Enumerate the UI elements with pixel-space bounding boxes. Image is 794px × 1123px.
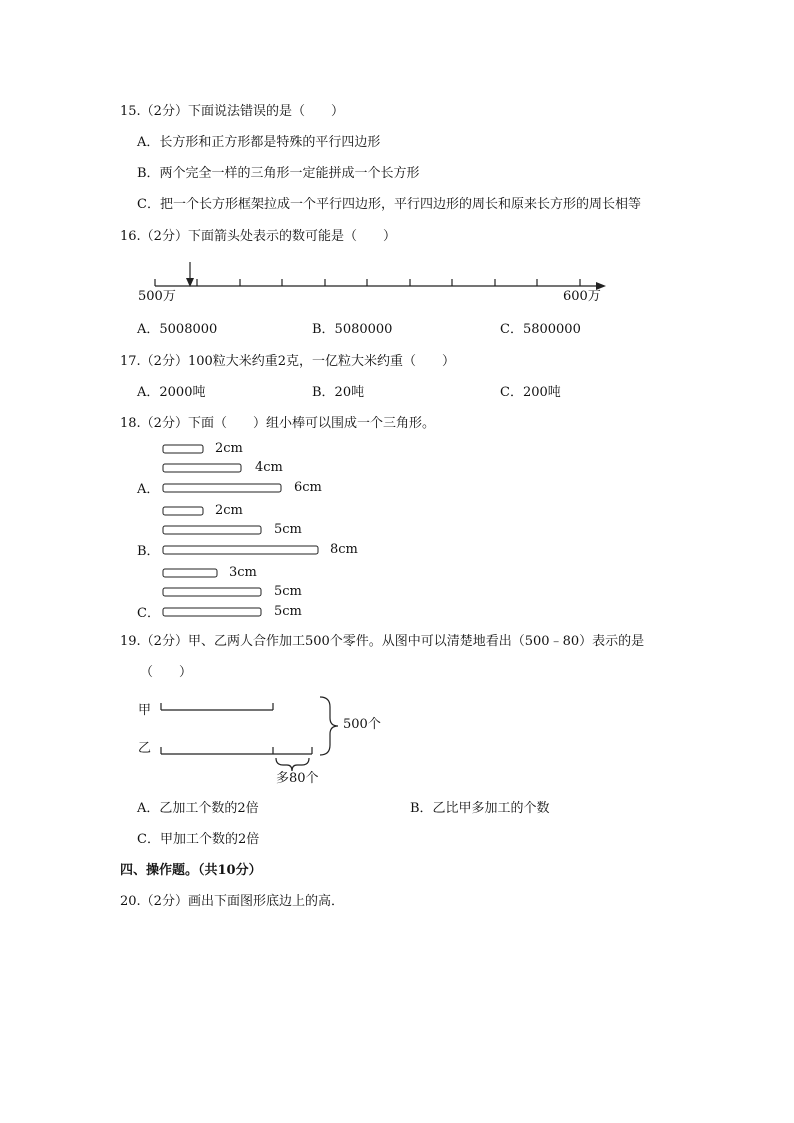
rod-c3-length: 5cm xyxy=(274,604,302,619)
q17-option-b: B．20吨 xyxy=(312,385,365,400)
q18-option-a-label: A． xyxy=(137,482,160,497)
q18-stem: 18.（2分）下面（ ）组小棒可以围成一个三角形。 xyxy=(120,416,435,431)
total-label: 500个 xyxy=(343,717,381,732)
q20-stem: 20.（2分）画出下面图形底边上的高． xyxy=(120,894,344,909)
q16-option-c: C．5800000 xyxy=(500,322,581,337)
q17-stem: 17.（2分）100粒大米约重2克，一亿粒大米约重（ ） xyxy=(120,354,456,369)
q17-option-c: C．200吨 xyxy=(500,385,561,400)
q19-stem-blank: （ ） xyxy=(140,665,193,680)
axis-label-right: 600万 xyxy=(563,289,601,304)
axis-label-left: 500万 xyxy=(138,289,176,304)
q19-stem: 19.（2分）甲、乙两人合作加工500个零件。从图中可以清楚地看出（500﹣80）表示的是 xyxy=(120,634,645,649)
more-brace xyxy=(276,758,309,771)
q16-stem: 16.（2分）下面箭头处表示的数可能是（ ） xyxy=(120,229,396,244)
more-label: 多80个 xyxy=(276,771,319,786)
q19-option-a: A．乙加工个数的2倍 xyxy=(137,801,259,816)
rod-c2-length: 5cm xyxy=(274,584,302,599)
q15-option-a: A．长方形和正方形都是特殊的平行四边形 xyxy=(137,135,381,150)
jia-label: 甲 xyxy=(138,703,152,718)
q18-option-b-label: B． xyxy=(137,544,160,559)
rod-c1-length: 3cm xyxy=(229,565,257,580)
rod-a3-length: 6cm xyxy=(294,480,322,495)
rod-a1-length: 2cm xyxy=(215,441,243,456)
jia-segment xyxy=(161,703,273,710)
q15-option-b: B．两个完全一样的三角形一定能拼成一个长方形 xyxy=(137,166,420,181)
yi-segment xyxy=(161,747,312,754)
number-line-ticks xyxy=(155,279,580,286)
q16-option-a: A．5008000 xyxy=(137,322,218,337)
total-brace xyxy=(320,697,338,755)
q15-option-c: C．把一个长方形框架拉成一个平行四边形，平行四边形的周长和原来长方形的周长相等 xyxy=(137,197,641,212)
q17-option-a: A．2000吨 xyxy=(137,385,206,400)
rod-b2-length: 5cm xyxy=(274,522,302,537)
q19-option-c: C．甲加工个数的2倍 xyxy=(137,832,260,847)
q18-option-c-label: C． xyxy=(137,606,160,621)
yi-label: 乙 xyxy=(138,741,152,756)
rod-b1-length: 2cm xyxy=(215,503,243,518)
q15-stem: 15.（2分）下面说法错误的是（ ） xyxy=(120,104,344,119)
rod-b3-length: 8cm xyxy=(330,542,358,557)
down-arrow-icon xyxy=(186,262,194,287)
rod-a2-length: 4cm xyxy=(255,460,283,475)
q16-option-b: B．5080000 xyxy=(312,322,393,337)
section-heading: 四、操作题。（共10分） xyxy=(120,863,262,878)
q19-option-b: B．乙比甲多加工的个数 xyxy=(410,801,550,816)
